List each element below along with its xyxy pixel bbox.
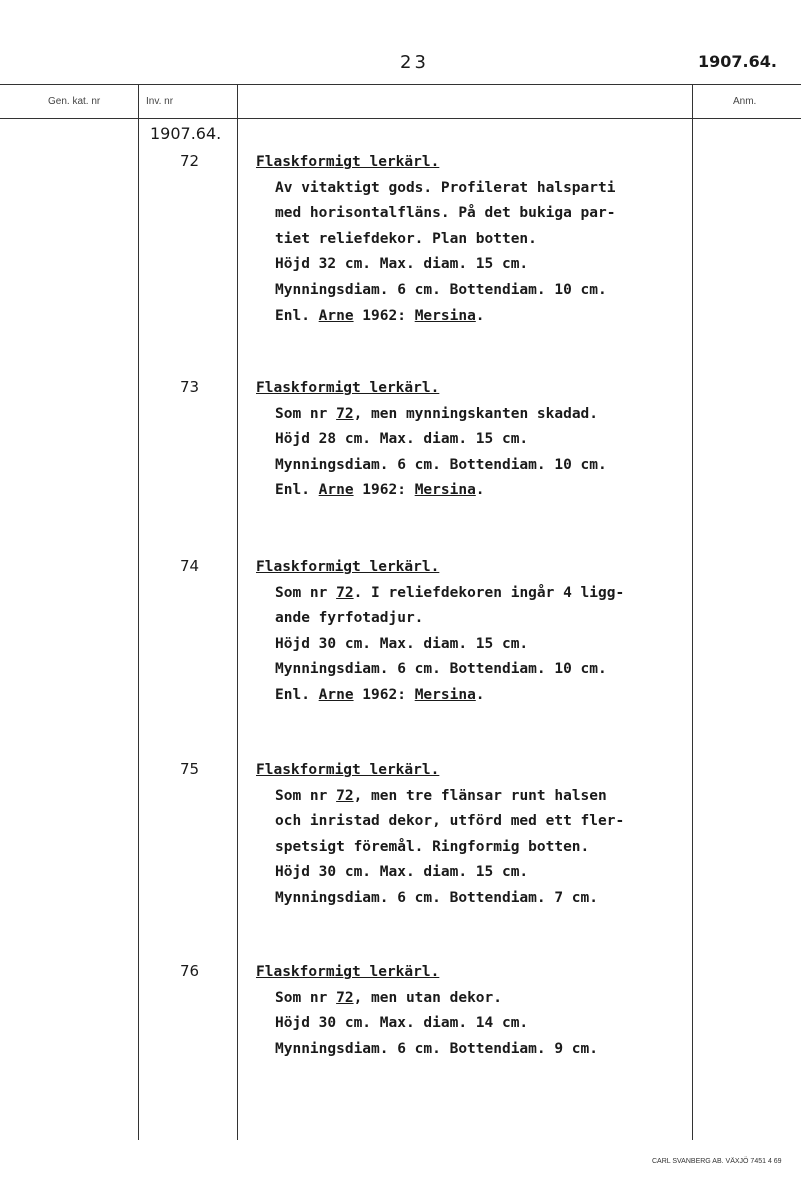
literature-suffix: . — [475, 686, 485, 703]
entry-description — [256, 402, 607, 504]
literature-author: Arne — [318, 686, 354, 703]
catalog-id: 1907.64. — [698, 52, 777, 71]
description-line: Höjd 28 cm. Max. diam. 15 cm. — [275, 431, 529, 448]
reference-prefix: Som nr — [275, 787, 337, 804]
description-line: Höjd 30 cm. Max. diam. 15 cm. — [275, 864, 529, 881]
inv-divider — [237, 84, 238, 1140]
entry-description — [256, 581, 624, 709]
column-header-inv: Inv. nr — [146, 96, 174, 107]
reference-text: , men utan dekor. — [353, 989, 502, 1006]
entry-description — [256, 784, 624, 912]
description-line: spetsigt föremål. Ringformig botten. — [275, 838, 590, 855]
literature-prefix: Enl. — [275, 307, 319, 324]
printer-imprint: CARL SVANBERG AB. VÄXJÖ 7451 4 69 — [652, 1158, 782, 1165]
inventory-number: 75 — [180, 760, 200, 778]
description-line: med horisontalfläns. På det bukiga par- — [275, 205, 616, 222]
anm-divider — [692, 84, 693, 1140]
reference-line — [275, 784, 624, 810]
description-line: Höjd 30 cm. Max. diam. 14 cm. — [275, 1015, 529, 1032]
literature-year: 1962: — [353, 482, 415, 499]
gen-kat-divider — [138, 84, 139, 1140]
inventory-number: 74 — [180, 557, 200, 575]
entry-title: Flaskformigt lerkärl. — [256, 559, 440, 575]
reference-text: , men tre flänsar runt halsen — [353, 787, 607, 804]
literature-author: Arne — [318, 307, 354, 324]
reference-line — [275, 402, 607, 428]
reference-prefix: Som nr — [275, 989, 337, 1006]
entry-title: Flaskformigt lerkärl. — [256, 380, 440, 396]
reference-text: , men mynningskanten skadad. — [353, 405, 599, 422]
literature-suffix: . — [475, 307, 485, 324]
reference-prefix: Som nr — [275, 584, 337, 601]
header-top-rule — [0, 84, 801, 85]
description-line: ande fyrfotadjur. — [275, 610, 424, 627]
inventory-number: 73 — [180, 378, 200, 396]
literature-place: Mersina — [414, 482, 476, 499]
reference-text: . I reliefdekoren ingår 4 ligg- — [353, 584, 625, 601]
reference-number: 72 — [336, 405, 354, 422]
literature-author: Arne — [318, 482, 354, 499]
literature-reference — [275, 683, 624, 709]
catalog-entry — [256, 555, 624, 709]
column-header-anm: Anm. — [733, 96, 757, 107]
description-line: Höjd 32 cm. Max. diam. 15 cm. — [275, 256, 529, 273]
entry-title: Flaskformigt lerkärl. — [256, 964, 440, 980]
reference-number: 72 — [336, 584, 354, 601]
catalog-entry — [256, 758, 624, 912]
description-line: Av vitaktigt gods. Profilerat halsparti — [275, 179, 616, 196]
description-line: Höjd 30 cm. Max. diam. 15 cm. — [275, 635, 529, 652]
reference-line — [275, 581, 624, 607]
entry-description — [256, 176, 615, 330]
catalog-entry — [256, 376, 607, 504]
entry-description — [256, 986, 598, 1063]
literature-prefix: Enl. — [275, 482, 319, 499]
literature-place: Mersina — [414, 307, 476, 324]
entry-title: Flaskformigt lerkärl. — [256, 762, 440, 778]
reference-line — [275, 986, 598, 1012]
reference-number: 72 — [336, 989, 354, 1006]
description-line: Mynningsdiam. 6 cm. Bottendiam. 9 cm. — [275, 1040, 599, 1057]
reference-number: 72 — [336, 787, 354, 804]
inventory-number: 76 — [180, 962, 200, 980]
entry-title: Flaskformigt lerkärl. — [256, 154, 440, 170]
literature-suffix: . — [475, 482, 485, 499]
description-line: Mynningsdiam. 6 cm. Bottendiam. 10 cm. — [275, 661, 607, 678]
column-header-gen-kat: Gen. kat. nr — [48, 96, 101, 107]
description-line: tiet reliefdekor. Plan botten. — [275, 230, 537, 247]
catalog-entry — [256, 960, 598, 1062]
page-number: 23 — [400, 52, 429, 73]
description-line: Mynningsdiam. 6 cm. Bottendiam. 10 cm. — [275, 281, 607, 298]
literature-prefix: Enl. — [275, 686, 319, 703]
literature-place: Mersina — [414, 686, 476, 703]
reference-prefix: Som nr — [275, 405, 337, 422]
inventory-number: 72 — [180, 152, 200, 170]
description-line: Mynningsdiam. 6 cm. Bottendiam. 10 cm. — [275, 456, 607, 473]
literature-year: 1962: — [353, 686, 415, 703]
description-line: och inristad dekor, utförd med ett fler- — [275, 813, 625, 830]
literature-reference — [275, 478, 607, 504]
catalog-entry — [256, 150, 615, 329]
description-line: Mynningsdiam. 6 cm. Bottendiam. 7 cm. — [275, 889, 599, 906]
header-bottom-rule — [0, 118, 801, 119]
literature-year: 1962: — [353, 307, 415, 324]
inventory-year: 1907.64. — [150, 124, 222, 143]
literature-reference — [275, 304, 615, 330]
